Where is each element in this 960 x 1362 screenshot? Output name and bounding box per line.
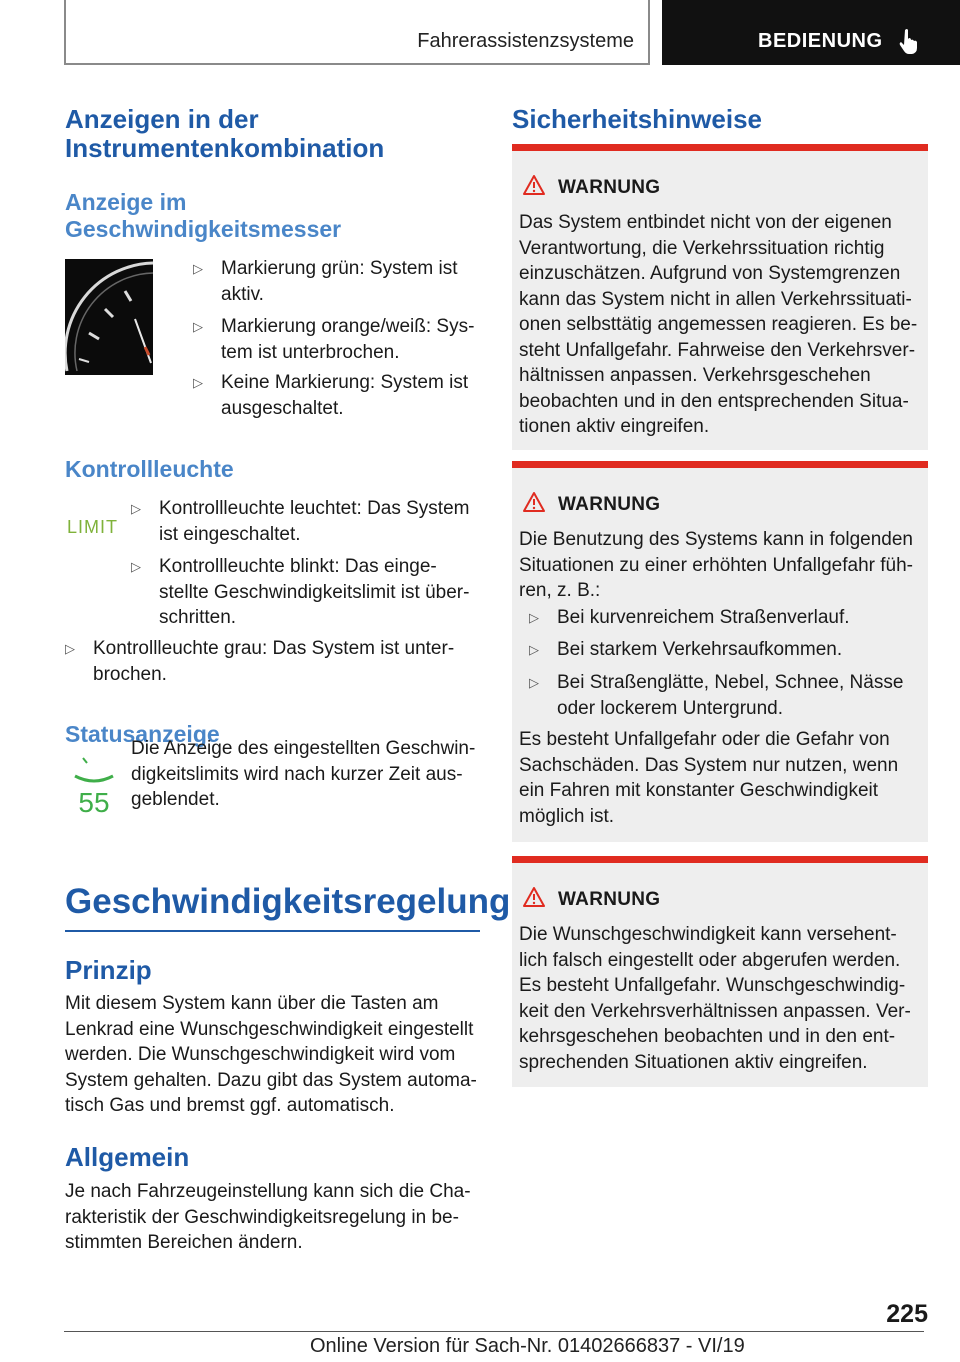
heading-kontrollleuchte: Kontrollleuchte (65, 456, 234, 482)
heading-statusanzeige: Statusanzeige (65, 721, 220, 747)
heading-anzeigen: Anzeigen in der Instrumentenkombination (65, 104, 385, 163)
warning-triangle-icon (522, 886, 546, 908)
warning-box-3 (512, 856, 928, 1087)
kontroll-bullet-3: ▷ Kontrollleuchte grau: Das System ist unter‐brochen. (65, 638, 455, 685)
warning-bullet-2: ▷ Bei starkem Verkehrsaufkommen. (529, 637, 924, 663)
warning-box-2 (512, 461, 928, 842)
heading-underline (65, 930, 480, 932)
kontroll-bullet-2: ▷ Kontrollleuchte blinkt: Das einge‐stellte Geschwindigkeitslimit ist über‐schritten. (131, 556, 470, 628)
status-text: Die Anzeige des eingestellten Geschwin‐digkeitslimits wird nach kurzer Zeit aus‐geblendet. (131, 738, 476, 810)
header-chapter-label: BEDIENUNG (758, 30, 883, 52)
heading-sicherheitshinweise: Sicherheitshinweise (512, 104, 762, 134)
warning-box-1 (512, 144, 928, 450)
allgemein-text: Je nach Fahrzeugeinstellung kann sich die Cha‐rakteristik der Geschwindigkeitsregelung in be‐stimmten Bereichen ändern. (65, 1181, 471, 1253)
warning-body: Die Wunschgeschwindigkeit kann versehent‐lich falsch eingestellt oder abgerufen werden. Es besteht Unfallgefahr. Wunschgeschwindig‐keit den Verkehrsverhältnissen anpassen. Ver‐kehrsgeschehen beobachten und in den ent‐sprechenden Situationen aktiv eingreifen. (519, 924, 911, 1073)
speedometer-image (65, 259, 153, 375)
heading-prinzip: Prinzip (65, 955, 152, 985)
warning-heading: WARNUNG (558, 889, 661, 910)
triangle-bullet-icon: ▷ (65, 641, 75, 656)
speedo-bullet-3: ▷ Keine Markierung: System ist ausgeschaltet. (193, 372, 469, 419)
warning-heading: WARNUNG (558, 494, 661, 515)
footer-rule (64, 1331, 924, 1332)
triangle-bullet-icon: ▷ (529, 642, 539, 657)
header-section-box (64, 0, 650, 65)
speedo-bullet-1: ▷ Markierung grün: System ist aktiv. (193, 258, 458, 305)
triangle-bullet-icon: ▷ (131, 559, 141, 574)
hand-pointer-icon (898, 28, 922, 54)
triangle-bullet-icon: ▷ (193, 261, 203, 276)
kontroll-bullet-1: ▷ Kontrollleuchte leuchtet: Das System ist eingeschaltet. (131, 498, 470, 545)
warning-bullet-3: ▷ Bei Straßenglätte, Nebel, Schnee, Nässe oder lockerem Untergrund. (529, 672, 904, 719)
triangle-bullet-icon: ▷ (529, 610, 539, 625)
triangle-bullet-icon: ▷ (529, 675, 539, 690)
heading-geschwindigkeitsregelung: Geschwindigkeitsregelung (65, 882, 511, 921)
speed-limit-status-icon (73, 752, 115, 816)
warning-body: Die Benutzung des Systems kann in folgenden Situationen zu einer erhöhten Unfallgefahr füh‐ren, z. B.: (519, 529, 913, 601)
warning-bullet-1: ▷ Bei kurvenreichem Straßenverlauf. (529, 605, 924, 631)
header-chapter-tab[interactable] (662, 0, 960, 65)
heading-allgemein: Allgemein (65, 1142, 190, 1172)
limit-indicator-icon: LIMIT (67, 517, 119, 537)
warning-triangle-icon (522, 491, 546, 513)
warning-heading: WARNUNG (558, 177, 661, 198)
warning-body: Das System entbindet nicht von der eigenen Verantwortung, die Verkehrssituation richtig einzuschätzen. Aufgrund von Systemgrenzen kann das System nicht in allen Verkehrssituati‐onen selbsttätig angemessen reagieren. Es be‐steht Unfallgefahr. Fahrweise den Verkehrsver‐hältnissen anpassen. Verkehrsgeschehen beobachten und in den entsprechenden Situa‐tionen aktiv eingreifen. (519, 212, 918, 437)
footer-online-version: Online Version für Sach-Nr. 01402666837 - VI/19 (310, 1335, 745, 1357)
page-number: 225 (886, 1300, 928, 1328)
warning-triangle-icon (522, 174, 546, 196)
prinzip-text: Mit diesem System kann über die Tasten am Lenkrad eine Wunschgeschwindigkeit eingestellt werden. Die Wunschgeschwindigkeit wird vom System gehalten. Dazu gibt das System automa‐tisch Gas und bremst ggf. automatisch. (65, 993, 477, 1116)
triangle-bullet-icon: ▷ (193, 375, 203, 390)
speedo-bullet-2: ▷ Markierung orange/weiß: Sys‐tem ist unterbrochen. (193, 316, 475, 363)
warning-tail: Es besteht Unfallgefahr oder die Gefahr von Sachschäden. Das System nur nutzen, wenn ein Fahren mit konstanter Geschwindigkeit möglich ist. (519, 729, 899, 827)
triangle-bullet-icon: ▷ (193, 319, 203, 334)
status-speed-value: 55 (78, 787, 110, 816)
speedometer-graphic (65, 259, 153, 375)
triangle-bullet-icon: ▷ (131, 501, 141, 516)
header-section-title: Fahrerassistenzsysteme (417, 30, 634, 52)
heading-anzeige-im: Anzeige im Geschwindigkeitsmesser (65, 189, 342, 242)
